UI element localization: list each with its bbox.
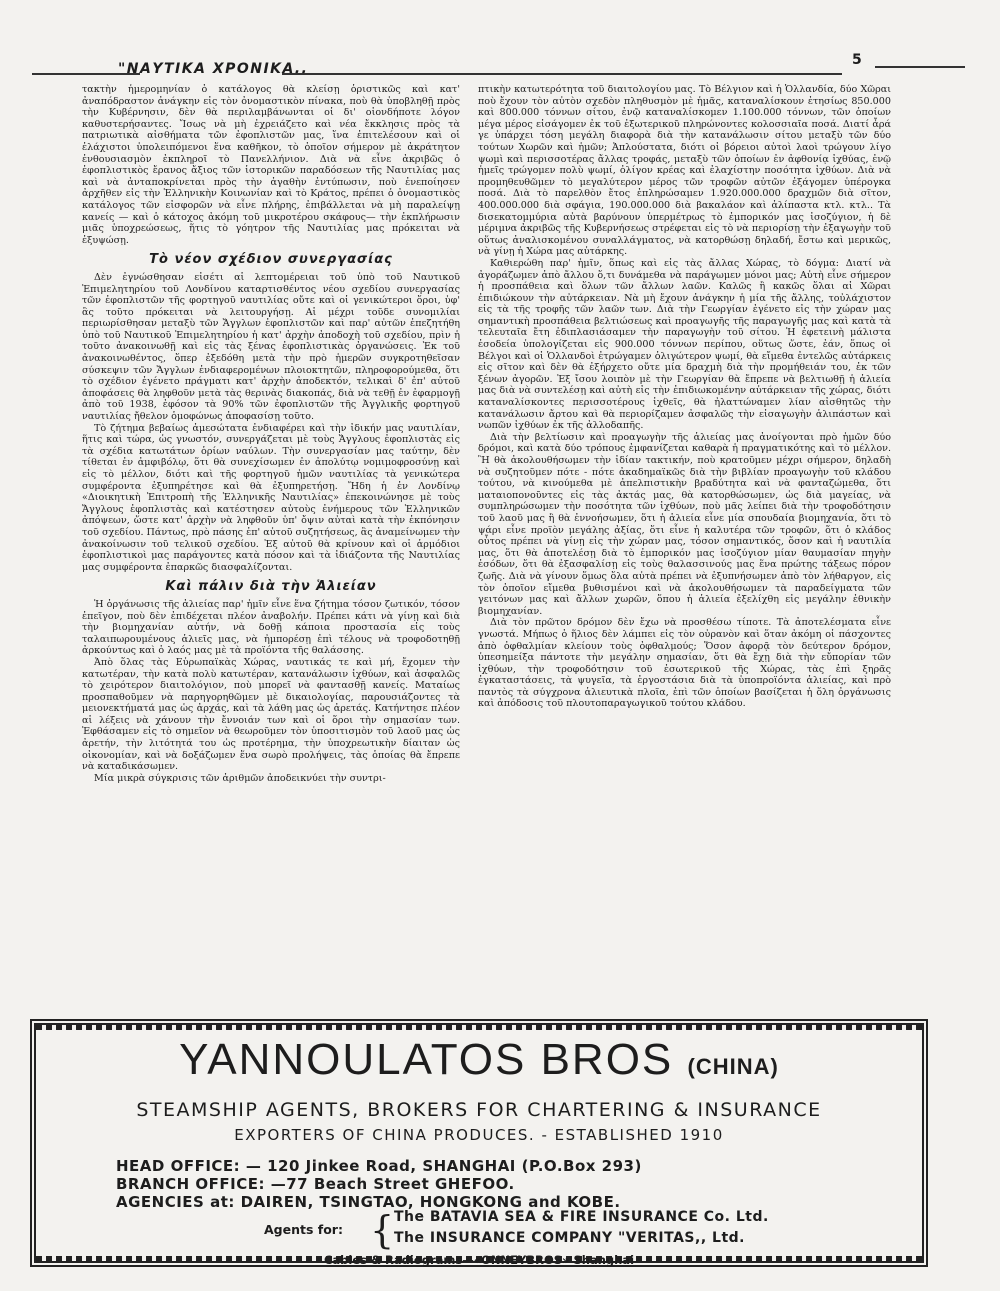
ad-agents-for-label: Agents for: <box>264 1222 343 1237</box>
running-header-title: "ΝΑΥΤΙΚΑ ΧΡΟΝΙΚΑ,, <box>118 61 309 77</box>
left-column <box>82 84 460 784</box>
ad-exports: EXPORTERS OF CHINA PRODUCES. - ESTABLISHED 1910 <box>234 1126 724 1144</box>
paragraph: Ἀπὸ ὅλας τὰς Εὐρωπαϊκὰς Χώρας, ναυτικάς τε καὶ μή, ἔχομεν τὴν κατωτέραν, τὴν κατὰ πολὺ κατωτέραν, κατανάλωσιν ἰχθύων, καὶ ἀσφαλῶς τὸ χειρότερον διαιτολόγιον, ποὺ μπορεῖ νὰ φαντασθῇ κανείς. Ματαίως προσπαθοῦμεν νὰ παρηγορηθῶμεν μὲ δικαιολογίας, παρουσιάζοντες τὰ μειονεκτήματά μας ὡς ἀρχάς, καὶ τὰ λάθη μας ὡς ἀρετάς. Κατήντησε πλέον αἱ λέξεις νὰ χάνουν τὴν ἔννοιάν των καὶ οἱ ὅροι τὴν σημασίαν των. Ἐφθάσαμεν εἰς τὸ σημεῖον νὰ θεωροῦμεν τὸν ὑποσιτισμὸν τοῦ λαοῦ μας ὡς ἀρετήν, τὴν λιτότητά του ὡς προτέρημα, τὴν ὑποχρεωτικὴν δίαιταν ὡς οἰκονομίαν, καὶ νὰ δοξάζωμεν ἕνα σωρὸ προλήψεις, τὰς ὁποίας θὰ ἔπρεπε νὰ καταδικάσωμεν. <box>82 656 460 773</box>
header-rule <box>875 66 965 68</box>
paragraph: Δὲν ἐγνώσθησαν εἰσέτι αἱ λεπτομέρειαι τοῦ ὑπὸ τοῦ Ναυτικοῦ Ἐπιμελητηρίου τοῦ Λονδίνου καταρτισθέντος νέου σχεδίου συνεργασίας τῶν ἐφοπλιστῶν τῆς φορτηγοῦ ναυτιλίας οὔτε καὶ οἱ γενικώτεροι ὅροι, ὑφ' ἃς τοῦτο πρόκειται νὰ λειτουργήσῃ. Αἱ μέχρι τοῦδε συνομιλίαι περιωρίσθησαν μεταξὺ τῶν Ἄγγλων ἐφοπλιστῶν καὶ παρ' αὐτῶν ἐπεζητήθη ὑπὸ τοῦ Ναυτικοῦ Ἐπιμελητηρίου ἡ κατ' ἀρχὴν ἀποδοχὴ τοῦ σχεδίου, πρὶν ἡ τοῦτο ἀνακοινωθῇ καὶ εἰς τὰς ξένας ἐφοπλιστικὰς ὀργανώσεις. Ἐκ τοῦ ἀνακοινωθέντος, ὅπερ ἐξεδόθη μετὰ τὴν πρὸ ἡμερῶν συγκροτηθεῖσαν σύσκεψιν τῶν Ἄγγλων ἐνδιαφερομένων πλοιοκτητῶν, πληροφορούμεθα, ὅτι τὸ σχέδιον ἐγένετο πράγματι κατ' ἀρχὴν ἀποδεκτόν, τελικαὶ δ' ἐπ' αὐτοῦ ἀποφάσεις θὰ ληφθοῦν μετὰ τὰς θερινὰς διακοπάς, διὰ νὰ τεθῇ ἐν ἐφαρμογῇ ἀπὸ τοῦ 1938, ἐφόσον τὰ 90% τῶν ἐφοπλιστῶν τῆς Ἀγγλικῆς φορτηγοῦ ναυτιλίας ἤθελον ὁμοφώνως ἀποφασίσῃ τοῦτο. <box>82 271 460 423</box>
ad-company-name <box>36 1035 922 1085</box>
right-column <box>478 84 891 710</box>
ad-agencies: AGENCIES at: DAIREN, TSINGTAO, HONGKONG and KOBE. <box>116 1193 621 1211</box>
paragraph: Καθιερώθη παρ' ἡμῖν, ὅπως καὶ εἰς τὰς ἄλλας Χώρας, τὸ δόγμα: Διατί νὰ ἀγοράζωμεν ἀπὸ ἄλλου ὅ,τι δυνάμεθα νὰ παράγωμεν μόνοι μας; Αὐτὴ εἶνε σήμερον ἡ προσπάθεια καὶ ὅλων τῶν ἄλλων λαῶν. Καλῶς ἢ κακῶς ὅλαι αἱ Χῶραι ἐπιδιώκουν τὴν αὐτάρκειαν. Νὰ μὴ ἔχουν ἀνάγκην ἡ μία τῆς ἄλλης, τοὐλάχιστον εἰς τὰ τῆς τροφῆς τῶν λαῶν των. Διὰ τὴν Γεωργίαν ἐγένετο εἰς τὴν χώραν μας σημαντικὴ προσπάθεια βελτιώσεως καὶ προαγωγῆς τῆς παραγωγῆς μας καὶ κατὰ τὰ τελευταῖα ἔτη ἐδιπλασιάσαμεν τὴν παραγωγὴν τοῦ σίτου. Ἡ ἐφετεινὴ μάλιστα ἐσοδεία ὑπολογίζεται εἰς 900.000 τόννων περίπου, οὕτως ὥστε, ἐάν, ὅπως οἱ Βέλγοι καὶ οἱ Ὁλλανδοὶ ἐτρώγαμεν ὀλιγώτερον ψωμί, θὰ εἴμεθα ἐντελῶς αὐτάρκεις εἰς σῖτον καὶ δὲν θὰ ἐξήρχετο οὔτε μία δραχμὴ διὰ τὴν προμήθειάν του, ἐκ τῶν ξένων ἀγορῶν. Ἐξ ἴσου λοιπὸν μὲ τὴν Γεωργίαν θὰ ἔπρεπε νὰ βελτιωθῇ ἡ ἁλιεία μας διὰ νὰ συντελέσῃ καὶ αὐτὴ εἰς τὴν ἐπιδιωκομένην αὐτάρκειαν τῆς χώρας, διότι καταναλίσκοντες περισσοτέρους ἰχθεῖς, θὰ ἠλαττώναμεν λίαν αἰσθητῶς τὴν κατανάλωσιν ἄρτου καὶ θὰ περιορίζαμεν ἀσφαλῶς τὴν εἰσαγωγὴν ἁλιπάστων καὶ νωπῶν ἰχθύων ἐκ τῆς ἀλλοδαπῆς. <box>478 257 891 432</box>
page-number: 5 <box>852 52 862 68</box>
paragraph: Τὸ ζήτημα βεβαίως ἀμεσώτατα ἐνδιαφέρει καὶ τὴν ἰδικήν μας ναυτιλίαν, ἥτις καὶ τώρα, ὡς γνωστόν, συνεργάζεται μὲ τοὺς Ἄγγλους ἐφοπλιστὰς εἰς τὰ σχέδια κατωτάτων ὁρίων ναύλων. Τὴν συνεργασίαν μας ταύτην, δὲν τίθεται ἐν ἀμφιβόλῳ, ὅτι θὰ συνεχίσωμεν ἐν ἀπολύτῳ νομιμοφροσύνῃ καὶ εἰς τὸ μέλλον, διότι καὶ τῆς φορτηγοῦ ἡμῶν ναυτιλίας τὰ γενικώτερα συμφέροντα ἐξυπηρέτησε καὶ θὰ ἐξυπηρετήσῃ. Ἤδη ἡ ἐν Λονδίνῳ «Διοικητικὴ Ἐπιτροπὴ τῆς Ἑλληνικῆς Ναυτιλίας» ἐπεκοινώνησε μὲ τοὺς Ἄγγλους ἐφοπλιστὰς καὶ κατέστησεν αὐτοὺς ἐνήμερους τῶν Ἑλληνικῶν ἀπόψεων, ὥστε κατ' ἀρχὴν νὰ ληφθοῦν ὑπ' ὄψιν αὐταὶ κατὰ τὴν ἐκπόνησιν τοῦ σχεδίου. Πάντως, πρὸ πάσης ἐπ' αὐτοῦ συζητήσεως, ἂς ἀναμείνωμεν τὴν ἀνακοίνωσιν τοῦ τελικοῦ σχεδίου. Ἐξ αὐτοῦ θὰ κρίνουν καὶ οἱ ἁρμόδιοι ἐφοπλιστικοὶ μας παράγοντες κατὰ πόσον καὶ τὰ ἰδιάζοντα τῆς Ναυτιλίας μας συμφέροντα ἐπαρκῶς διασφαλίζονται. <box>82 422 460 573</box>
paragraph: πτικὴν κατωτερότητα τοῦ διαιτολογίου μας. Τὸ Βέλγιον καὶ ἡ Ὁλλανδία, δύο Χῶραι ποὺ ἔχουν τὸν αὐτὸν σχεδὸν πληθυσμὸν μὲ ἡμᾶς, καταναλίσκουν ἐτησίως 850.000 καὶ 800.000 τόννων σίτου, ἐνῷ καταναλίσκομεν 1.100.000 τόννων, τῶν ὁποίων μέγα μέρος εἰσάγομεν ἐκ τοῦ ἐξωτερικοῦ πληρώνοντες κολοσσιαῖα ποσά. Διατί ἆρά γε ὑπάρχει τόση μεγάλη διαφορὰ διὰ τὴν κατανάλωσιν σίτου μεταξὺ τῶν δύο τούτων Χωρῶν καὶ ἡμῶν; Ἀπλούστατα, διότι οἱ βόρειοι αὐτοὶ λαοὶ τρώγουν λίγο ψωμὶ καὶ περισσοτέρας ἄλλας τροφάς, μεταξὺ τῶν ὁποίων ἐν ἀφθονίᾳ ἰχθύας, ἐνῷ ἡμεῖς τρώγομεν πολὺ ψωμί, ὀλίγον κρέας καὶ ἐλαχίστην ποσότητα ἰχθύων. Διὰ νὰ προμηθευθῶμεν τὸ μεγαλύτερον μέρος τῶν τροφῶν αὐτῶν ἐξάγομεν ὑπέρογκα ποσά. Διὰ τὸ παρελθὸν ἔτος ἐπληρώσαμεν 1.920.000.000 δραχμῶν διὰ σῖτον, 400.000.000 διὰ σφάγια, 190.000.000 διὰ βακαλάον καὶ ἁλίπαστα κτλ. κτλ.. Τὰ δισεκατομμύρια αὐτὰ βαρύνουν ὑπερμέτρως τὸ ἐμπορικόν μας ἰσοζύγιον, ἡ δὲ μέριμνα ἀκριβῶς τῆς Κυβερνήσεως στρέφεται εἰς τὸ νὰ περιορίσῃ τὴν ἐξαγωγὴν τοῦ οὕτως ἀναλισκομένου συναλλάγματος, νὰ κατορθώσῃ δηλαδή, ἔστω καὶ μερικῶς, νὰ γίνῃ ἡ Χώρα μας αὐτάρκης. <box>478 84 891 258</box>
ad-cables: Cables & Radiograms—«ONNEYBROS» Shanghai <box>323 1253 635 1267</box>
ad-branch-office: BRANCH OFFICE: —77 Beach Street GHEFOO. <box>116 1175 515 1193</box>
paragraph: Ἡ ὀργάνωσις τῆς ἁλιείας παρ' ἡμῖν εἶνε ἕνα ζήτημα τόσον ζωτικόν, τόσον ἐπεῖγον, ποὺ δὲν ἐπιδέχεται πλέον ἀναβολήν. Πρέπει κάτι νὰ γίνῃ καὶ διὰ τὴν βιομηχανίαν αὐτήν, νὰ δοθῇ κάποια προστασία εἰς τοὺς ταλαιπωρουμένους ἁλιεῖς μας, νὰ ἠμπορέσῃ ἐπὶ τέλους νὰ τροφοδοτηθῇ ἀρκούντως καὶ ὁ λαός μας μὲ τὰ προϊόντα τῆς θαλάσσης. <box>82 598 460 657</box>
paragraph: Διὰ τὸν πρῶτον δρόμον δὲν ἔχω νὰ προσθέσω τίποτε. Τὰ ἀποτελέσματα εἶνε γνωστά. Μήπως ὁ ἥλιος δὲν λάμπει εἰς τὸν οὐρανὸν καὶ ὅταν ἀκόμη οἱ πάσχοντες ἀπὸ ὀφθαλμίαν κλείουν τοὺς ὀφθαλμούς; Ὅσον ἀφορᾷ τὸν δεύτερον δρόμον, ὑπεσημείξα πάντοτε τὴν μεγάλην σημασίαν, ὅτι θὰ ἔχῃ διὰ τὴν εὔπορίαν τῶν ἰχθύων, τὴν τροφοδότησιν τοῦ ἐσωτερικοῦ τῆς Χώρας, τὰς ἐπὶ ξηρᾶς ἐγκαταστάσεις, τὰ ψυγεῖα, τὰ ἐργοστάσια διὰ τὰ ὑποπροϊόντα ἁλιείας, καὶ πρὸ παντὸς τὰ σύγχρονα ἁλιευτικὰ πλοῖα, ἐπὶ τῶν ὁποίων βασίζεται ἡ ὅλη ὀργάνωσις καὶ ἀπόδοσις τοῦ πλουτοπαραγωγικοῦ τούτου κλάδου. <box>478 617 891 710</box>
paragraph: Μία μικρὰ σύγκρισις τῶν ἀριθμῶν ἀποδεικνύει τὴν συντρι- <box>94 772 386 784</box>
advertisement-box <box>30 1019 928 1267</box>
ad-company-main: YANNOULATOS BROS <box>179 1035 674 1084</box>
brace-icon: { <box>370 1208 395 1252</box>
header-rule <box>282 73 842 75</box>
section-heading: Καὶ πάλιν διὰ τὴν Ἁλιείαν <box>165 579 377 595</box>
ad-services: STEAMSHIP AGENTS, BROKERS FOR CHARTERING & INSURANCE <box>136 1099 822 1121</box>
ad-company-suffix: (CHINA) <box>687 1054 779 1079</box>
ad-agent-batavia: The BATAVIA SEA & FIRE INSURANCE Co. Ltd. <box>394 1209 769 1225</box>
ad-agent-veritas: The INSURANCE COMPANY "VERITAS,, Ltd. <box>394 1230 745 1246</box>
paragraph: τακτὴν ἡμερομηνίαν ὁ κατάλογος θὰ κλείσῃ ὁριστικῶς καὶ κατ' ἀναπόδραστον ἀνάγκην εἰς τὸν ὀνομαστικὸν πίνακα, ποὺ θὰ ὑποβληθῇ πρὸς τὴν Κυβέρνησιν, δὲν θὰ περιλαμβάνωνται οἱ δι' οἱονδήποτε λόγον καθυστερήσαντες. Ἴσως νὰ μὴ ἐχρειάζετο καὶ νέα ἔκκλησις πρὸς τὰ πατριωτικὰ αἰσθήματα τῶν ἐφοπλιστῶν μας, ἵνα ἐπιτελέσουν καὶ οἱ ἐλάχιστοι ὑπολειπόμενοι ἕνα καθῆκον, τὸ ὁποῖον σήμερον μὲ ἀκράτητον ἐνθουσιασμὸν ἐκπληροῖ τὸ Πανελλήνιον. Διὰ νὰ εἶνε ἀκριβῶς ὁ ἐφοπλιστικὸς ἔρανος ἄξιος τῶν ἱστορικῶν παραδόσεων τῆς Ναυτιλίας μας καὶ νὰ ἀνταποκρίνεται πρὸς τὴν ἀγαθὴν ἐντύπωσιν, ποὺ ἐνεποίησεν ἀρχῆθεν εἰς τὴν Ἑλληνικὴν Κοινωνίαν καὶ τὸ Κράτος, πρέπει ὁ ὀνομαστικὸς κατάλογος τῶν εἰσφορῶν νὰ εἶνε πλήρης, ἐπιβάλλεται νὰ μὴ παραλείψῃ κανείς — καὶ ὁ κάτοχος ἀκόμη τοῦ μικροτέρου σκάφους— τὴν ἐκπλήρωσιν μιᾶς ὑποχρεώσεως, ἥτις τὸ γόητρον τῆς Ναυτιλίας μας πρόκειται νὰ ἐξυψώσῃ. <box>82 84 460 246</box>
ad-head-office: HEAD OFFICE: — 120 Jinkee Road, SHANGHAI (P.O.Box 293) <box>116 1157 642 1175</box>
section-heading: Τὸ νέον σχέδιον συνεργασίας <box>149 252 393 268</box>
paragraph: Διὰ τὴν βελτίωσιν καὶ προαγωγὴν τῆς ἁλιείας μας ἀνοίγονται πρὸ ἡμῶν δύο δρόμοι, καὶ κατὰ δύο τρόπους ἐμφανίζεται καθαρὰ ἡ πραγματικότης καὶ τὸ μέλλον. Ἢ θὰ ἀκολουθήσωμεν τὴν ἰδίαν τακτικήν, ποὺ κρατοῦμεν μέχρι σήμερον, δηλαδὴ νὰ συζητοῦμεν πότε - πότε ἀκαδημαϊκῶς διὰ τὴν βιβλίαν προαγωγὴν τοῦ κλάδου τούτου, νὰ κινούμεθα μὲ ἀπελπιστικὴν βραδύτητα καὶ νὰ φανταζώμεθα, ὅτι ματαιοπονοῦντες εἰς τὰς ἀκτάς μας, θὰ κατορθώσωμεν, ὡς διὰ μαγείας, νὰ συμπληρώσωμεν τὴν ποσότητα τῶν ἰχθύων, ποὺ μᾶς λείπει διὰ τὴν τροφοδότησιν τοῦ λαοῦ μας ἢ θὰ ἐννοήσωμεν, ὅτι ἡ ἁλιεία εἶνε μία σπουδαία βιομηχανία, ὅτι τὸ ψάρι εἶνε προϊὸν μεγάλης ἀξίας, ὅτι εἶνε ἡ καλυτέρα τῶν τροφῶν, ὅτι ὁ κλάδος οὗτος πρέπει νὰ γίνῃ εἰς τὴν χώραν μας, τόσον σημαντικός, ὅσον καὶ ἡ ναυτιλία μας, ὅτι θὰ ἀποτελέσῃ διὰ τὸ ἐμπορικόν μας ἰσοζύγιον μίαν θαυμασίαν πηγὴν ἐσόδων, ὅτι θὰ ἐξασφαλίσῃ εἰς τοὺς θαλασσινούς μας ἕνα πρώτης τάξεως πόρον ζωῆς. Διὰ νὰ γίνουν ὅμως ὅλα αὐτὰ πρέπει νὰ ἐξυπνήσωμεν ἀπὸ τὸν λήθαργον, εἰς τὸν ὁποῖον εἴμεθα βυθισμένοι καὶ νὰ ἀκολουθήσωμεν τὰ παραδείγματα τῶν γειτόνων μας καὶ ἄλλων χωρῶν, ὅπου ἡ ἁλιεία ἐξελίχθη εἰς μεγάλην ἐθνικὴν βιομηχανίαν. <box>478 431 891 617</box>
